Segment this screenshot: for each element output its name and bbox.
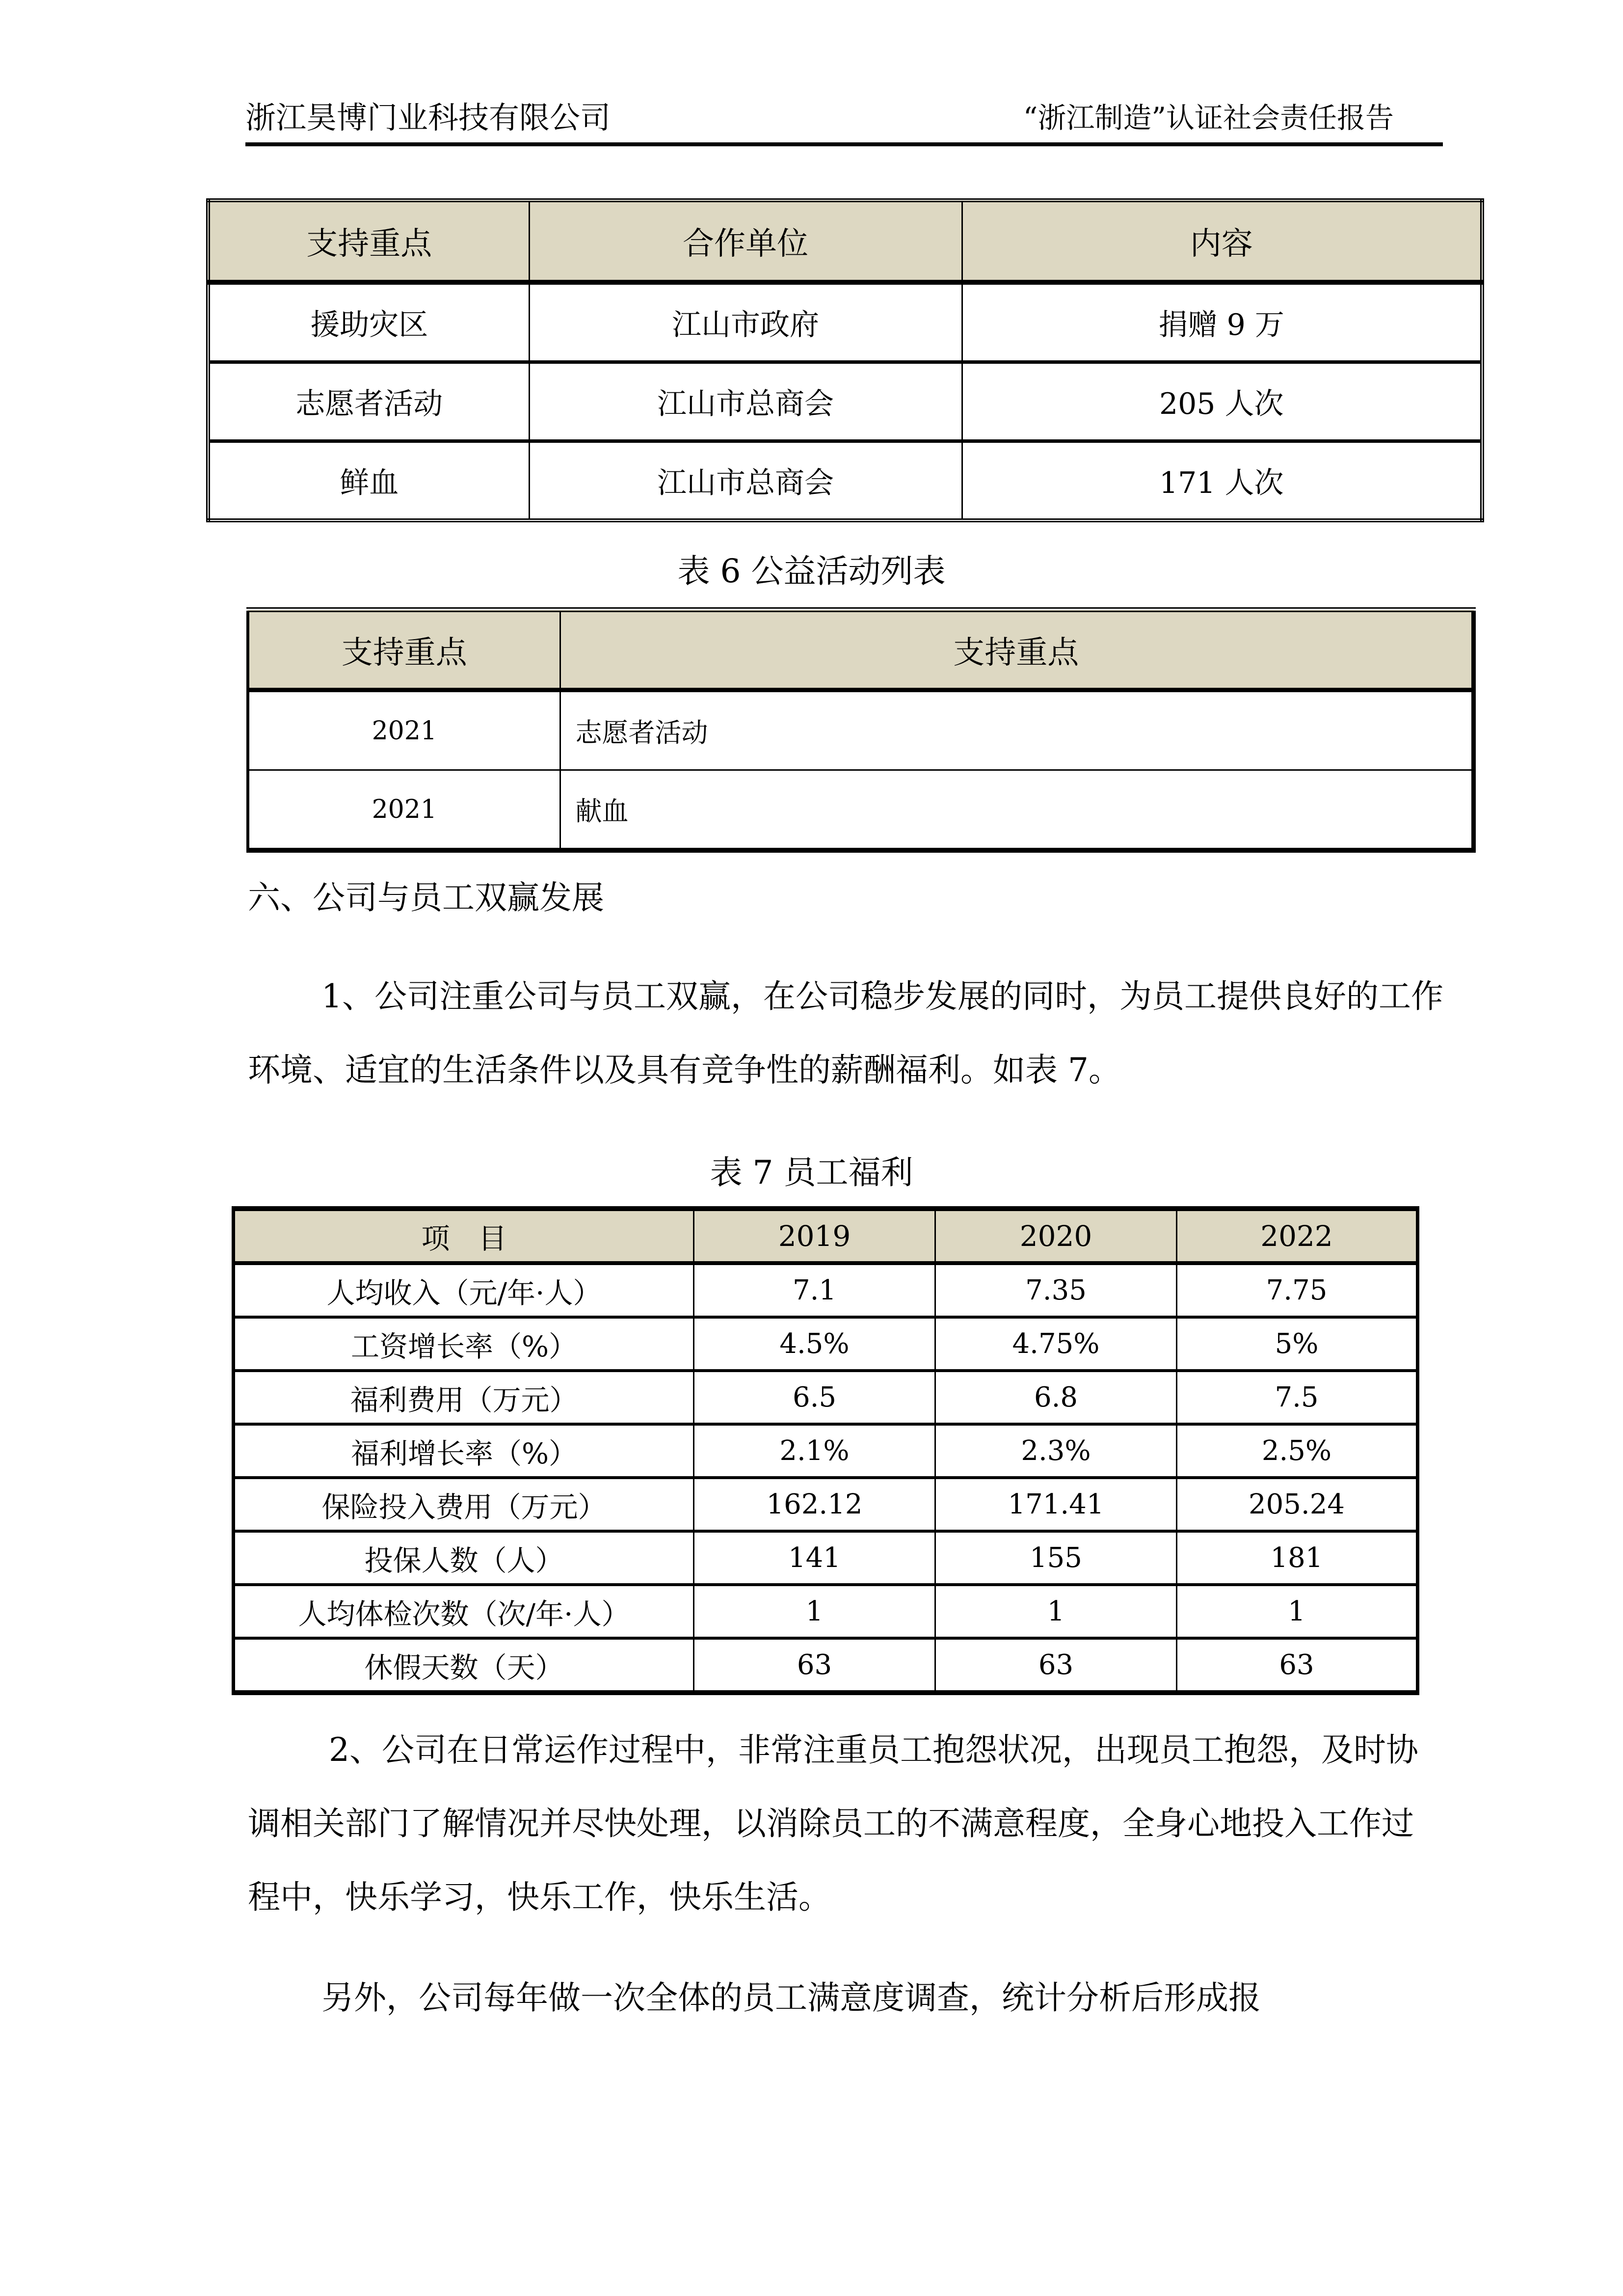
table-cell: 63 <box>694 1638 935 1693</box>
row-label: 休假天数（天） <box>234 1638 694 1693</box>
page-header <box>245 96 1443 146</box>
activity-cell: 志愿者活动 <box>560 690 1474 770</box>
row-label: 保险投入费用（万元） <box>234 1478 694 1531</box>
table-cell: 7.5 <box>1177 1371 1418 1424</box>
table-cell: 2.5% <box>1177 1424 1418 1478</box>
activity-cell: 献血 <box>560 770 1474 851</box>
report-title: “浙江制造”认证社会责任报告 <box>1023 101 1394 135</box>
table-cell: 1 <box>935 1585 1177 1638</box>
table-row <box>208 441 1482 521</box>
header-cell: 2020 <box>935 1209 1177 1263</box>
header-cell: 支持重点 <box>208 200 529 282</box>
table-row <box>248 690 1474 770</box>
table-cell: 63 <box>1177 1638 1418 1693</box>
table-cell: 205 人次 <box>962 362 1482 441</box>
table-cell: 181 <box>1177 1531 1418 1585</box>
section-heading: 六、公司与员工双赢发展 <box>248 879 604 917</box>
table-row <box>208 282 1482 362</box>
company-name: 浙江昊博门业科技有限公司 <box>245 100 611 135</box>
row-label: 福利费用（万元） <box>234 1371 694 1424</box>
row-label: 投保人数（人） <box>234 1531 694 1585</box>
table-cell: 2.3% <box>935 1424 1177 1478</box>
table-row <box>234 1371 1418 1424</box>
table-cell: 5% <box>1177 1317 1418 1371</box>
charity-activities-table <box>246 607 1476 853</box>
table7-caption: 表 7 员工福利 <box>710 1154 913 1191</box>
table-cell: 江山市总商会 <box>529 362 962 441</box>
table-cell: 1 <box>1177 1585 1418 1638</box>
paragraph-text: 1、公司注重公司与员工双赢，在公司稳步发展的同时，为员工提供良好的工作环境、适宜的生活条件以及具有竞争性的薪酬福利。如表 7。 <box>248 977 1443 1089</box>
header-cell: 支持重点 <box>560 610 1474 690</box>
paragraph <box>248 960 1445 1107</box>
row-label: 工资增长率（%） <box>234 1317 694 1371</box>
table-cell: 155 <box>935 1531 1177 1585</box>
table-cell: 2.1% <box>694 1424 935 1478</box>
table-header-row <box>208 200 1482 282</box>
table-cell: 援助灾区 <box>208 282 529 362</box>
header-cell: 项 目 <box>234 1209 694 1263</box>
table-cell: 江山市政府 <box>529 282 962 362</box>
table-cell: 171.41 <box>935 1478 1177 1531</box>
year-cell: 2021 <box>248 690 560 770</box>
table-row <box>234 1424 1418 1478</box>
table-cell: 141 <box>694 1531 935 1585</box>
row-label: 人均体检次数（次/年·人） <box>234 1585 694 1638</box>
table-row <box>234 1317 1418 1371</box>
year-cell: 2021 <box>248 770 560 851</box>
header-cell: 合作单位 <box>529 200 962 282</box>
paragraph-text: 2、公司在日常运作过程中，非常注重员工抱怨状况，出现员工抱怨，及时协调相关部门了解情况并尽快处理，以消除员工的不满意程度，全身心地投入工作过程中，快乐学习，快乐工作，快乐生活。 <box>248 1731 1418 1916</box>
table-cell: 63 <box>935 1638 1177 1693</box>
table-header-row <box>248 610 1474 690</box>
table-row <box>208 362 1482 441</box>
table-cell: 6.8 <box>935 1371 1177 1424</box>
table-cell: 205.24 <box>1177 1478 1418 1531</box>
table-cell: 7.35 <box>935 1263 1177 1317</box>
table-cell: 6.5 <box>694 1371 935 1424</box>
employee-benefits-table <box>232 1206 1419 1695</box>
table-row <box>234 1638 1418 1693</box>
table-cell: 1 <box>694 1585 935 1638</box>
header-cell: 内容 <box>962 200 1482 282</box>
table-row <box>234 1263 1418 1317</box>
header-cell: 支持重点 <box>248 610 560 690</box>
table6-caption: 表 6 公益活动列表 <box>677 552 946 590</box>
paragraph <box>248 1961 1445 2035</box>
table-row <box>234 1478 1418 1531</box>
support-table <box>206 198 1484 522</box>
table-row <box>248 770 1474 851</box>
row-label: 福利增长率（%） <box>234 1424 694 1478</box>
table-cell: 志愿者活动 <box>208 362 529 441</box>
table-row <box>234 1585 1418 1638</box>
table-cell: 4.5% <box>694 1317 935 1371</box>
table-cell: 江山市总商会 <box>529 441 962 521</box>
row-label: 人均收入（元/年·人） <box>234 1263 694 1317</box>
table-header-row <box>234 1209 1418 1263</box>
table-cell: 4.75% <box>935 1317 1177 1371</box>
header-cell: 2019 <box>694 1209 935 1263</box>
paragraph-text: 另外，公司每年做一次全体的员工满意度调查，统计分析后形成报 <box>321 1979 1261 2017</box>
table-cell: 171 人次 <box>962 441 1482 521</box>
paragraph <box>248 1713 1445 1934</box>
table-cell: 162.12 <box>694 1478 935 1531</box>
table-cell: 7.75 <box>1177 1263 1418 1317</box>
table-cell: 捐赠 9 万 <box>962 282 1482 362</box>
table-cell: 鲜血 <box>208 441 529 521</box>
table-cell: 7.1 <box>694 1263 935 1317</box>
header-cell: 2022 <box>1177 1209 1418 1263</box>
table-row <box>234 1531 1418 1585</box>
